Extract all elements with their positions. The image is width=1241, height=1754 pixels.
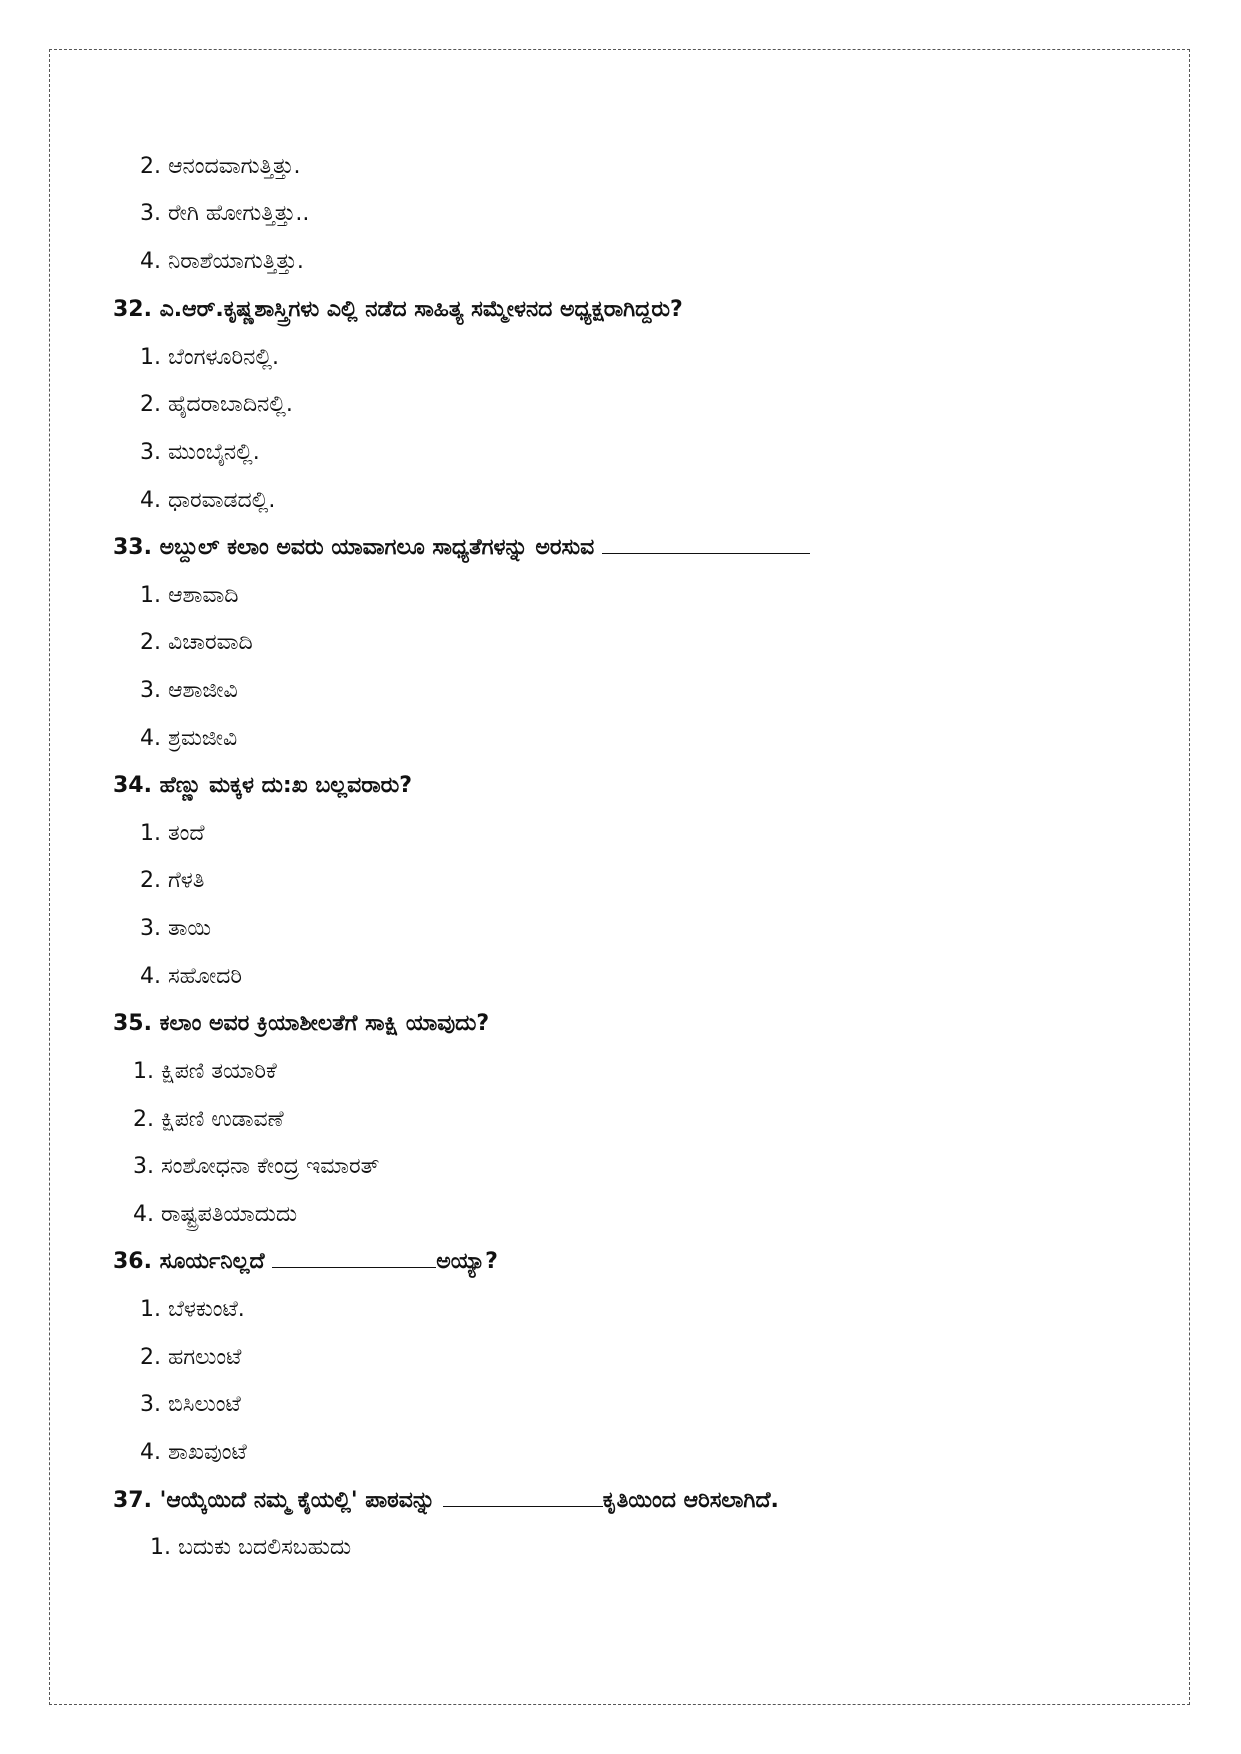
option-item: 4. ರಾಷ್ಟ್ರಪತಿಯಾದುದು: [133, 1202, 298, 1227]
option-item: 4. ಶ್ರಮಜೀವಿ: [140, 726, 238, 751]
option-item: 1. ಕ್ಷಿಪಣಿ ತಯಾರಿಕೆ: [133, 1059, 277, 1084]
option-item: 4. ಧಾರವಾಡದಲ್ಲಿ.: [140, 488, 276, 513]
option-item: 4. ಸಹೋದರಿ: [140, 964, 243, 989]
option-item: 3. ತಾಯಿ: [140, 916, 212, 941]
question-37: 37. 'ಆಯ್ಕೆಯಿದೆ ನಮ್ಮ ಕೈಯಲ್ಲಿ' ಪಾಠವನ್ನು ಕೃತಿಯಿಂದ ಆರಿಸಲಾಗಿದೆ.: [113, 1488, 779, 1513]
answer-blank: [272, 1247, 436, 1268]
option-item: 3. ಮುಂಬೈನಲ್ಲಿ.: [140, 440, 260, 465]
option-item: 2. ಹೈದರಾಬಾದಿನಲ್ಲಿ.: [140, 392, 293, 417]
question-36: 36. ಸೂರ್ಯನಿಲ್ಲದೆ ಅಯ್ಯಾ?: [113, 1249, 498, 1274]
option-item: 2. ಗೆಳತಿ: [140, 868, 205, 893]
question-33: 33. ಅಬ್ದುಲ್ ಕಲಾಂ ಅವರು ಯಾವಾಗಲೂ ಸಾಧ್ಯತೆಗಳನ್ನು ಅರಸುವ: [113, 533, 810, 563]
answer-blank: [443, 1486, 603, 1507]
option-item: 2. ವಿಚಾರವಾದಿ: [140, 630, 253, 655]
option-item: 2. ಕ್ಷಿಪಣಿ ಉಡಾವಣೆ: [133, 1107, 284, 1132]
question-34: 34. ಹೆಣ್ಣು ಮಕ್ಕಳ ದು:ಖ ಬಲ್ಲವರಾರು?: [113, 773, 413, 798]
answer-blank: [602, 533, 810, 554]
option-item: 4. ನಿರಾಶೆಯಾಗುತ್ತಿತ್ತು.: [140, 249, 304, 274]
question-32: 32. ಎ.ಆರ್.ಕೃಷ್ಣಶಾಸ್ತ್ರಿಗಳು ಎಲ್ಲಿ ನಡೆದ ಸಾಹಿತ್ಯ ಸಮ್ಮೇಳನದ ಅಧ್ಯಕ್ಷರಾಗಿದ್ದರು?: [113, 297, 683, 322]
option-item: 1. ತಂದೆ: [140, 821, 205, 846]
question-35: 35. ಕಲಾಂ ಅವರ ಕ್ರಿಯಾಶೀಲತೆಗೆ ಸಾಕ್ಷಿ ಯಾವುದು?: [113, 1011, 490, 1036]
option-item: 2. ಹಗಲುಂಟೆ: [140, 1345, 242, 1370]
option-item: 3. ಸಂಶೋಧನಾ ಕೇಂದ್ರ ಇಮಾರತ್: [133, 1154, 380, 1179]
option-item: 2. ಆನಂದವಾಗುತ್ತಿತ್ತು.: [140, 154, 301, 179]
option-item: 4. ಶಾಖವುಂಟೆ: [140, 1440, 247, 1465]
option-item: 3. ಆಶಾಜೀವಿ: [140, 678, 238, 703]
option-item: 1. ಬೆಂಗಳೂರಿನಲ್ಲಿ.: [140, 345, 280, 370]
option-item: 3. ಬಿಸಿಲುಂಟೆ: [140, 1392, 241, 1417]
option-item: 1. ಬೆಳಕುಂಟೆ.: [140, 1297, 245, 1322]
option-item: 1. ಬದುಕು ಬದಲಿಸಬಹುದು: [150, 1535, 352, 1560]
option-item: 1. ಆಶಾವಾದಿ: [140, 583, 239, 608]
option-item: 3. ರೇಗಿ ಹೋಗುತ್ತಿತ್ತು..: [140, 201, 310, 226]
